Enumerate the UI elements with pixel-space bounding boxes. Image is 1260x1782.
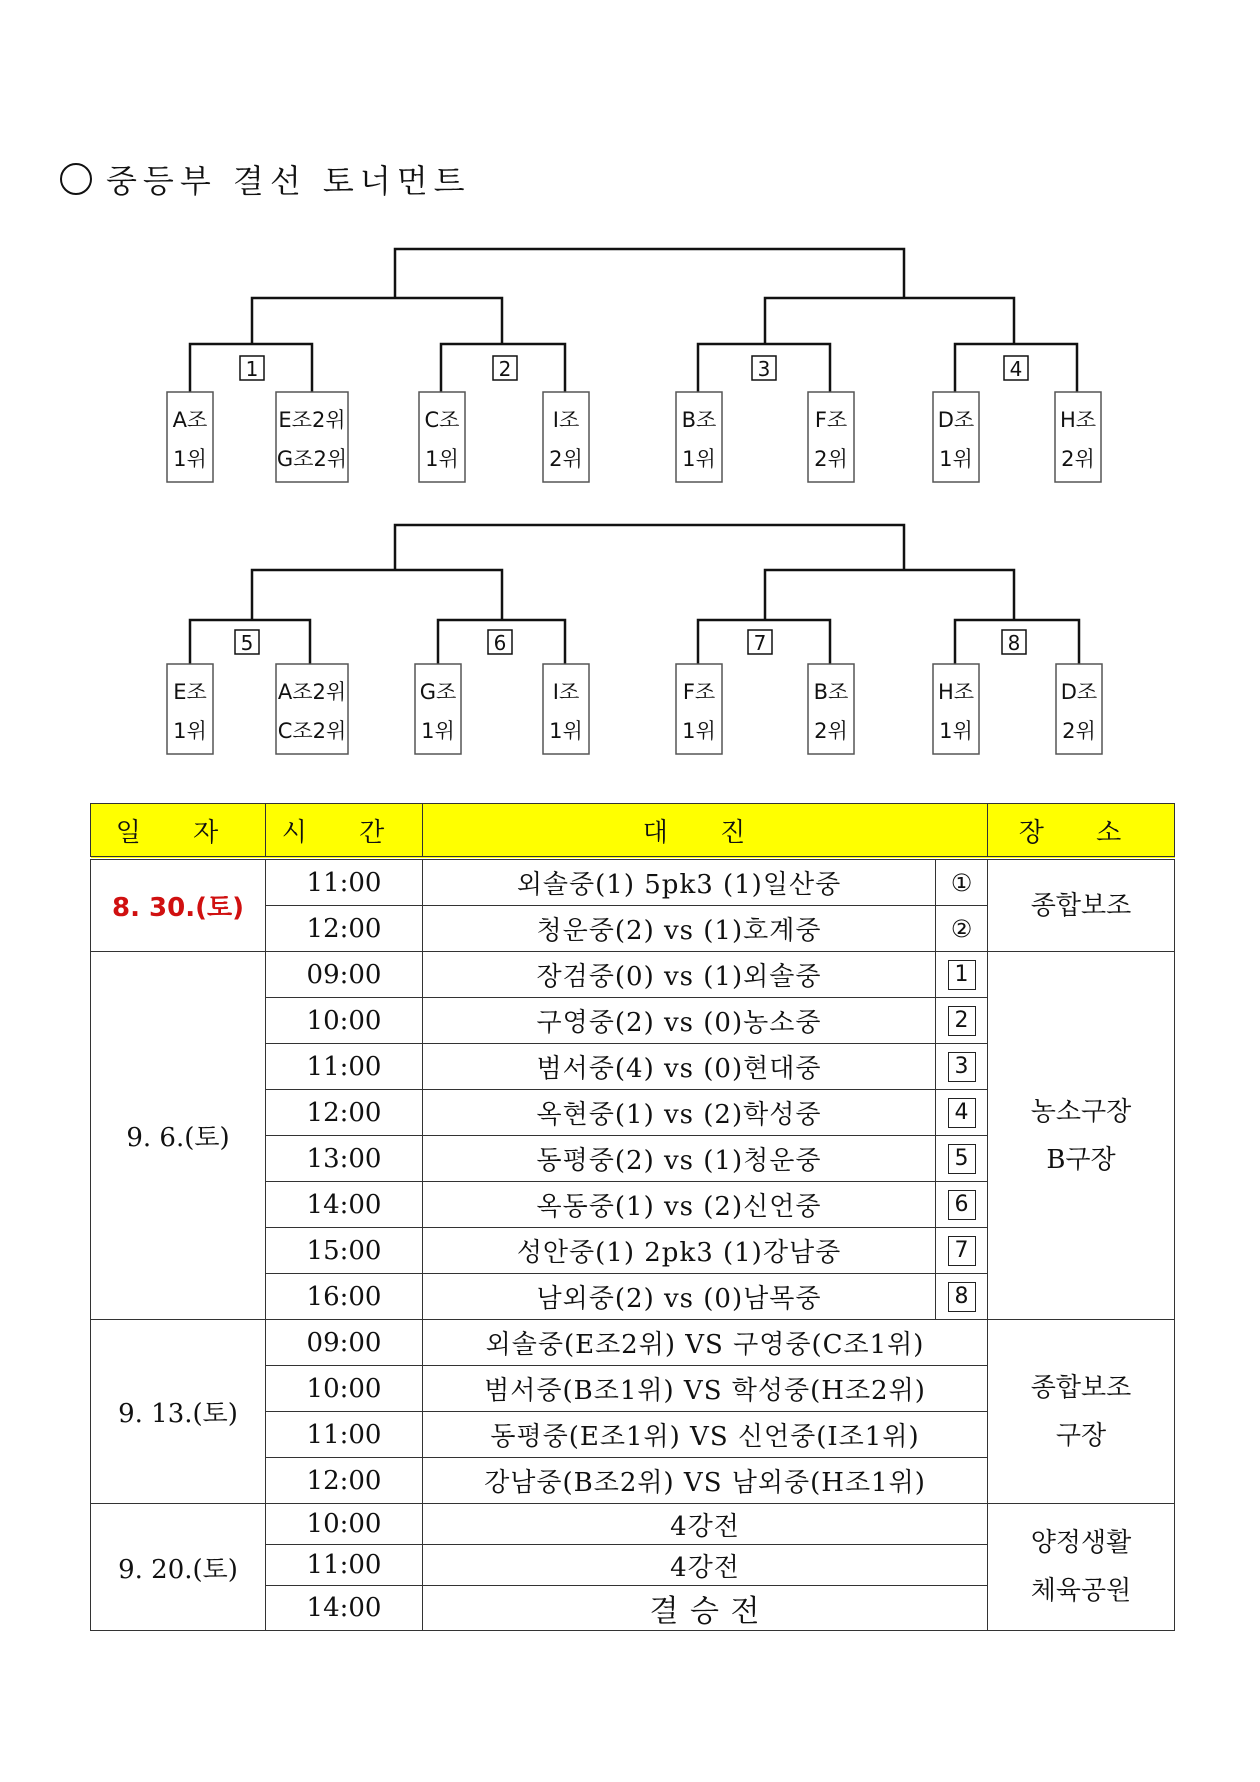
match-cell: 동평중(2) vs (1)청운중	[423, 1136, 936, 1182]
header-date: 일 자	[91, 804, 266, 859]
team-slot-line2: 2위	[1061, 447, 1095, 471]
team-slot-line2: 1위	[682, 447, 716, 471]
table-row	[91, 858, 1175, 906]
game-number-box: 2	[948, 1006, 976, 1036]
match-cell: 결 승 전	[423, 1586, 988, 1631]
circle-icon	[60, 163, 92, 195]
table-row	[91, 1320, 1175, 1366]
game-number: 7	[753, 631, 767, 655]
match-cell: 4강전	[423, 1545, 988, 1586]
match-mark	[936, 1274, 988, 1320]
team-slot-line1: F조	[814, 408, 848, 432]
date-cell: 9. 6.(토)	[91, 952, 266, 1320]
time-cell: 10:00	[266, 998, 423, 1044]
bracket-1	[0, 240, 1260, 490]
team-slot-line1: D조	[937, 408, 975, 432]
match-mark	[936, 1044, 988, 1090]
game-number-box: 3	[948, 1052, 976, 1082]
match-mark	[936, 1090, 988, 1136]
team-slot-line1: E조2위	[278, 408, 346, 432]
match-cell: 외솔중(1) 5pk3 (1)일산중	[423, 858, 936, 906]
table-row	[91, 952, 1175, 998]
team-slot-line2: 2위	[1062, 719, 1096, 743]
match-mark	[936, 1182, 988, 1228]
game-number-box: 1	[948, 960, 976, 990]
date-cell: 9. 20.(토)	[91, 1504, 266, 1631]
match-cell: 동평중(E조1위) VS 신언중(I조1위)	[423, 1412, 988, 1458]
match-cell: 옥현중(1) vs (2)학성중	[423, 1090, 936, 1136]
team-slot-line1: I조	[552, 680, 580, 704]
team-slot-line1: D조	[1060, 680, 1098, 704]
game-number: 4	[1009, 357, 1023, 381]
venue-line: 농소구장	[1030, 1096, 1132, 1127]
time-cell: 12:00	[266, 1458, 423, 1504]
team-slot-line2: 1위	[549, 719, 583, 743]
venue-line: 양정생활	[1030, 1528, 1132, 1558]
venue-cell	[988, 858, 1175, 952]
game-number: 1	[245, 357, 259, 381]
date-cell: 9. 13.(토)	[91, 1320, 266, 1504]
time-cell: 15:00	[266, 1228, 423, 1274]
team-slot-line1: G조	[419, 680, 457, 704]
team-slot-line2: 1위	[173, 719, 207, 743]
team-slot-line1: C조	[424, 408, 460, 432]
game-number-box: 8	[948, 1282, 976, 1312]
match-cell: 범서중(4) vs (0)현대중	[423, 1044, 936, 1090]
game-number-box: 4	[948, 1098, 976, 1128]
team-slot-line1: H조	[937, 680, 975, 704]
game-number: 3	[757, 357, 771, 381]
header-venue: 장 소	[988, 804, 1175, 859]
game-number: 2	[498, 357, 512, 381]
header-time: 시 간	[266, 804, 423, 859]
match-mark	[936, 952, 988, 998]
time-cell: 14:00	[266, 1586, 423, 1631]
game-number: 5	[240, 631, 254, 655]
team-slot-line2: 1위	[939, 719, 973, 743]
time-cell: 11:00	[266, 858, 423, 906]
game-number: 8	[1007, 631, 1021, 655]
time-cell: 11:00	[266, 1044, 423, 1090]
time-cell: 12:00	[266, 906, 423, 952]
match-cell: 외솔중(E조2위) VS 구영중(C조1위)	[423, 1320, 988, 1366]
game-number-box: 5	[948, 1144, 976, 1174]
team-slot-line2: 1위	[421, 719, 455, 743]
time-cell: 10:00	[266, 1366, 423, 1412]
team-slot-line2: 2위	[549, 447, 583, 471]
team-slot-line1: I조	[552, 408, 580, 432]
team-slot-line2: 1위	[425, 447, 459, 471]
match-cell: 청운중(2) vs (1)호계중	[423, 906, 936, 952]
team-slot-line2: C조2위	[277, 719, 347, 743]
venue-cell	[988, 952, 1175, 1320]
team-slot-line2: 1위	[939, 447, 973, 471]
schedule-table	[90, 803, 1175, 1631]
team-slot-line2: 2위	[814, 447, 848, 471]
match-cell: 강남중(B조2위) VS 남외중(H조1위)	[423, 1458, 988, 1504]
team-slot-line2: 2위	[814, 719, 848, 743]
team-slot-line2: G조2위	[276, 447, 348, 471]
time-cell: 16:00	[266, 1274, 423, 1320]
team-slot-line1: F조	[682, 680, 716, 704]
match-mark	[936, 1136, 988, 1182]
team-slot-line1: B조	[681, 408, 717, 432]
venue-cell	[988, 1320, 1175, 1504]
match-cell: 옥동중(1) vs (2)신언중	[423, 1182, 936, 1228]
time-cell: 11:00	[266, 1545, 423, 1586]
game-number: 6	[493, 631, 507, 655]
match-cell: 구영중(2) vs (0)농소중	[423, 998, 936, 1044]
time-cell: 09:00	[266, 952, 423, 998]
venue-cell	[988, 1504, 1175, 1631]
team-slot-line1: H조	[1059, 408, 1097, 432]
time-cell: 10:00	[266, 1504, 423, 1545]
match-mark	[936, 1228, 988, 1274]
match-cell: 성안중(1) 2pk3 (1)강남중	[423, 1228, 936, 1274]
venue-line: B구장	[1046, 1144, 1116, 1175]
bracket-2	[0, 512, 1260, 762]
team-slot-line1: B조	[813, 680, 849, 704]
match-cell: 남외중(2) vs (0)남목중	[423, 1274, 936, 1320]
time-cell: 12:00	[266, 1090, 423, 1136]
table-row	[91, 1504, 1175, 1545]
team-slot-line2: 1위	[682, 719, 716, 743]
time-cell: 14:00	[266, 1182, 423, 1228]
venue-line: 종합보조	[1030, 890, 1132, 921]
page-title-text: 중등부 결선 토너먼트	[106, 162, 471, 200]
game-number-box: 7	[948, 1236, 976, 1266]
match-cell: 장검중(0) vs (1)외솔중	[423, 952, 936, 998]
match-mark: ②	[936, 906, 988, 952]
team-slot-line2: 1위	[173, 447, 207, 471]
date-cell: 8. 30.(토)	[91, 858, 266, 952]
time-cell: 09:00	[266, 1320, 423, 1366]
team-slot-line1: E조	[173, 680, 207, 704]
match-mark: ①	[936, 858, 988, 906]
match-cell: 범서중(B조1위) VS 학성중(H조2위)	[423, 1366, 988, 1412]
match-mark	[936, 998, 988, 1044]
time-cell: 13:00	[266, 1136, 423, 1182]
time-cell: 11:00	[266, 1412, 423, 1458]
page-title	[60, 156, 471, 202]
team-slot-line1: A조2위	[277, 680, 347, 704]
header-match: 대 진	[423, 804, 988, 859]
game-number-box: 6	[948, 1190, 976, 1220]
match-cell: 4강전	[423, 1504, 988, 1545]
venue-line: 종합보조	[1030, 1372, 1132, 1403]
venue-line: 구장	[1055, 1420, 1107, 1451]
team-slot-line1: A조	[172, 408, 208, 432]
venue-line: 체육공원	[1030, 1576, 1132, 1606]
